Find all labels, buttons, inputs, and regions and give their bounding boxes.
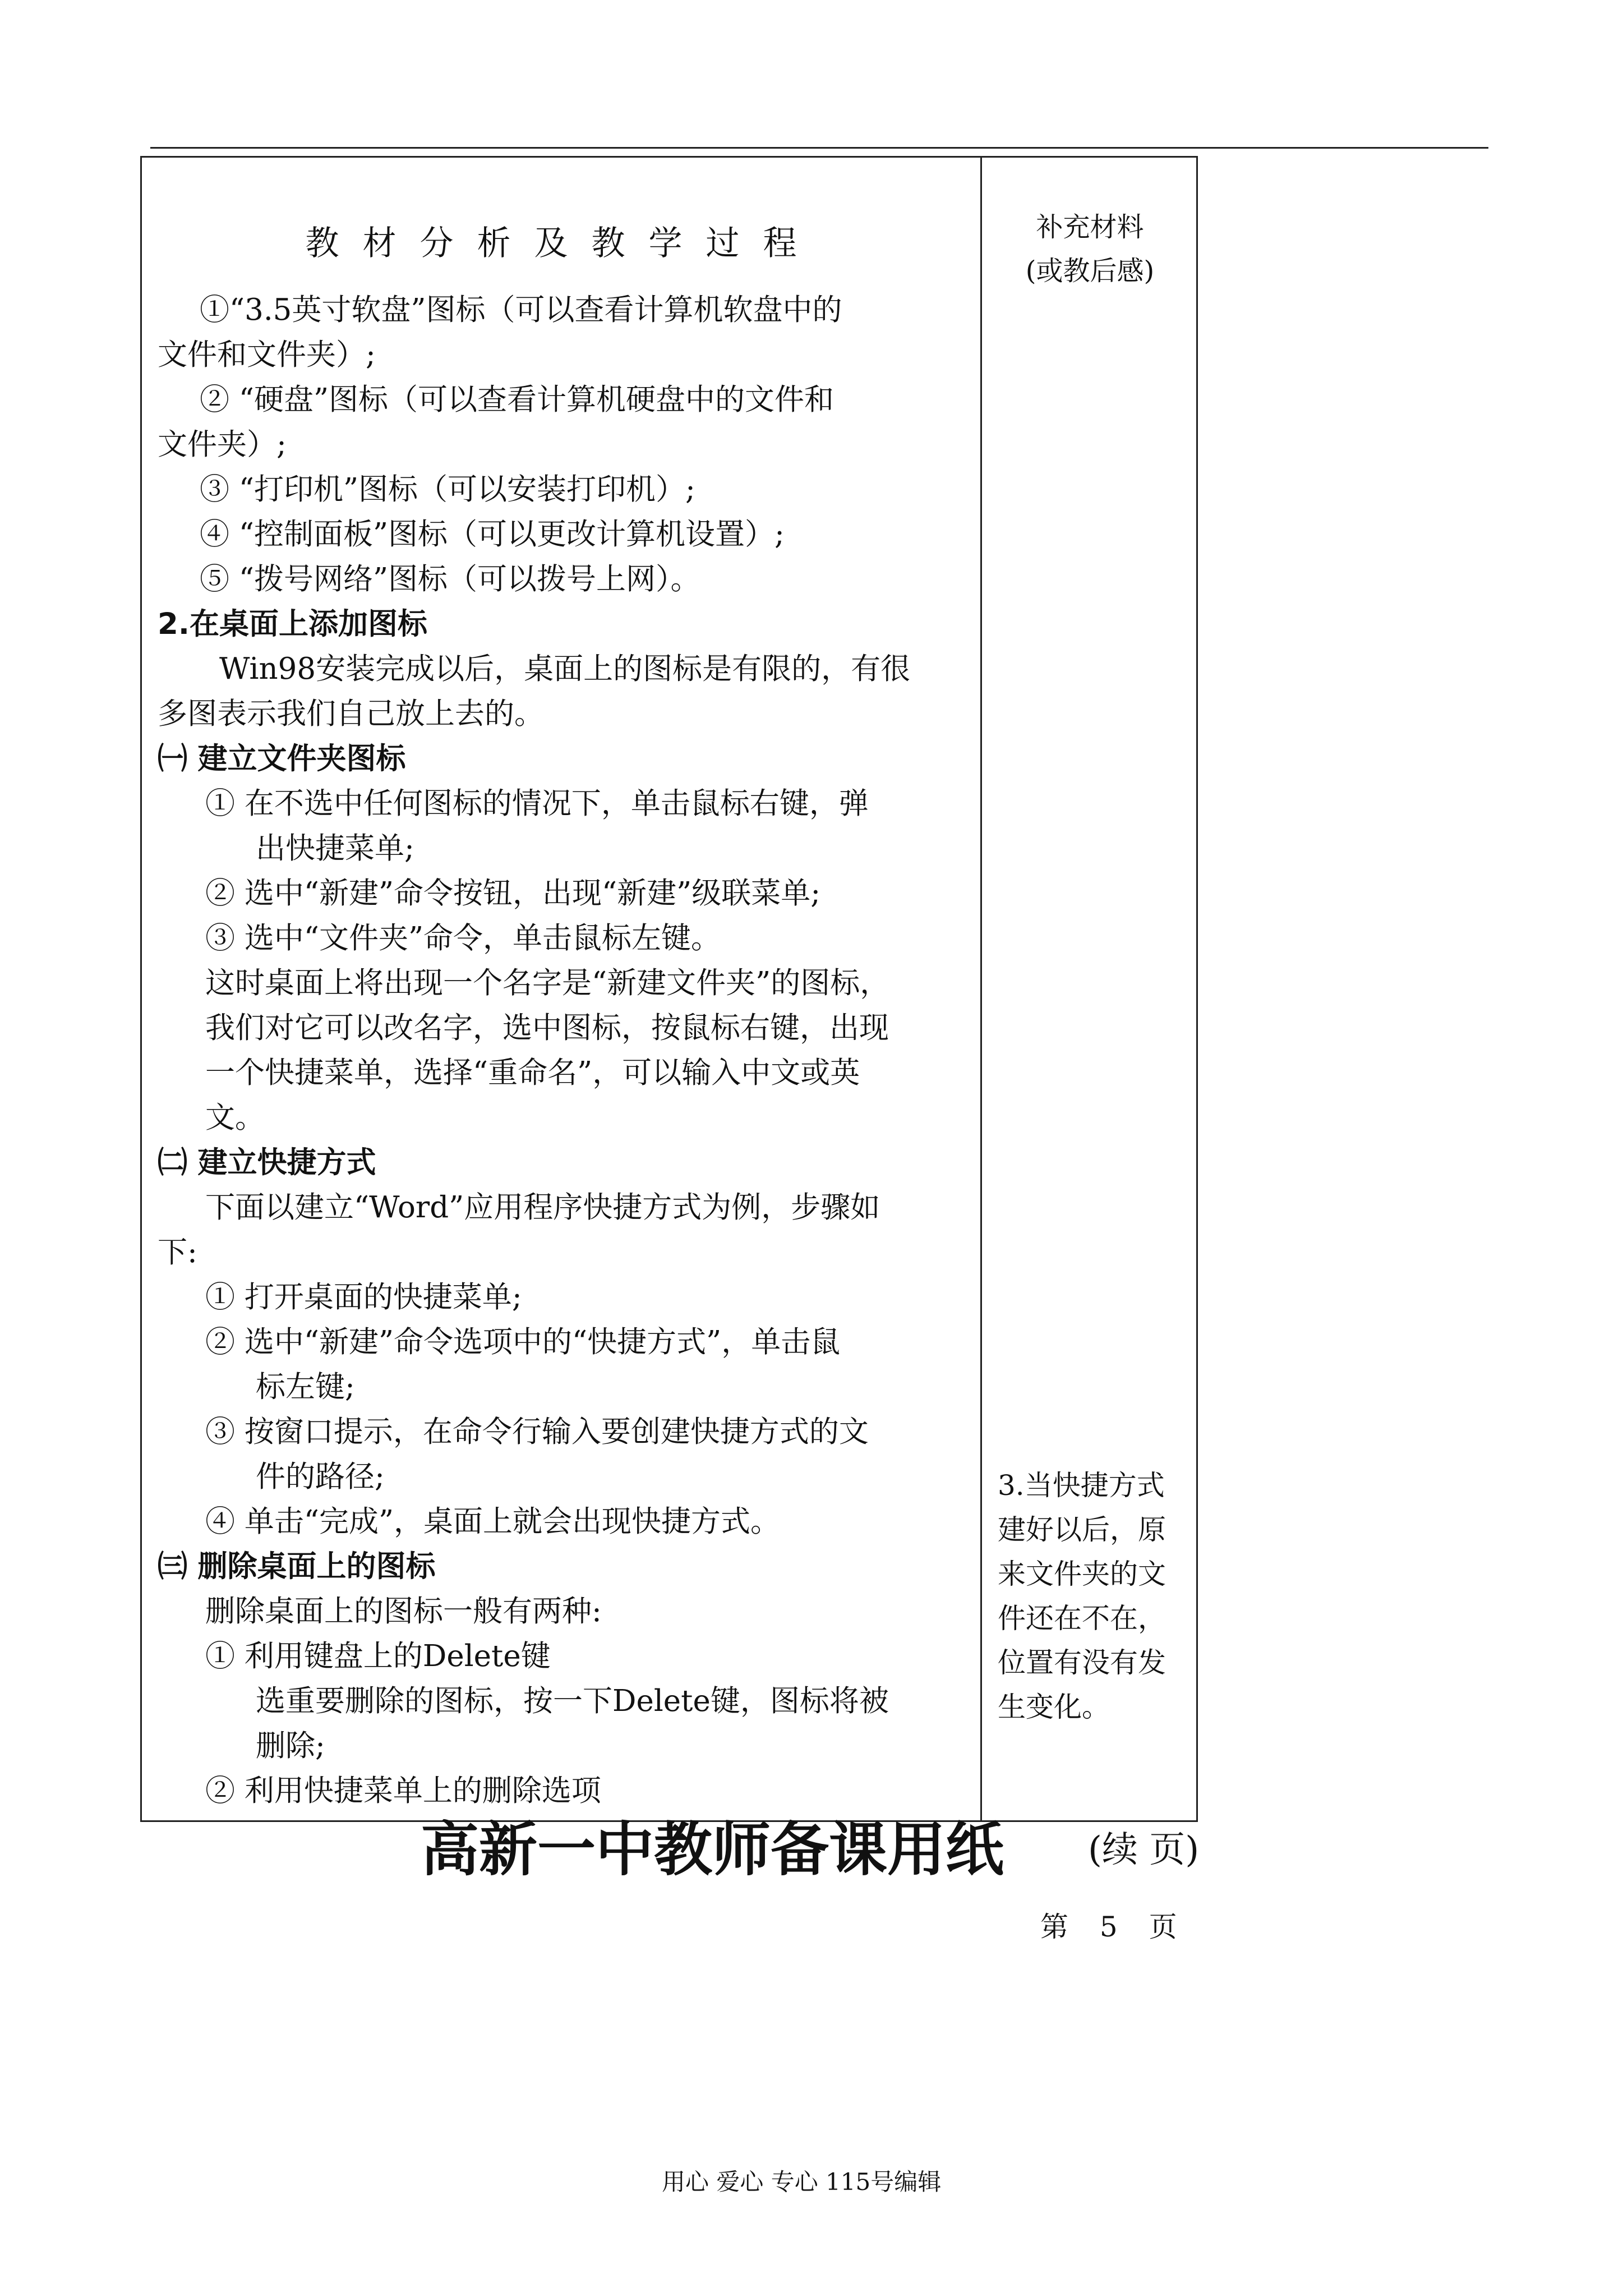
text-line: ② “硬盘”图标（可以查看计算机硬盘中的文件和 [200, 383, 834, 417]
text-line: ①“3.5英寸软盘”图标（可以查看计算机软盘中的 [200, 293, 842, 327]
text-line: 一个快捷菜单，选择“重命名”，可以输入中文或英 [205, 1056, 860, 1090]
text-line: 文。 [205, 1101, 265, 1135]
side-note-line: 件还在不在， [998, 1602, 1166, 1635]
text-line: 删除桌面上的图标一般有两种: [205, 1594, 602, 1628]
text-line: 多图表示我们自己放上去的。 [158, 697, 544, 731]
text-line: 这时桌面上将出现一个名字是“新建文件夹”的图标， [205, 966, 890, 1000]
page-number [1040, 1907, 1177, 1947]
side-heading-note: (或教后感) [1025, 255, 1155, 287]
text-line: 文件夹）; [158, 427, 287, 462]
text-line: Win98安装完成以后，桌面上的图标是有限的，有很 [219, 652, 911, 686]
page-number-prefix: 第 [1040, 1911, 1068, 1943]
text-line: ① 利用键盘上的Delete键 [205, 1639, 551, 1673]
side-note-line: 来文件夹的文 [998, 1558, 1166, 1590]
page-number-suffix: 页 [1149, 1911, 1177, 1943]
text-line: 标左键; [256, 1370, 355, 1404]
main-heading: 教材分析及教学过程 [305, 224, 820, 263]
subsection-heading: ㈢ 删除桌面上的图标 [158, 1549, 436, 1584]
header-rule [150, 147, 1488, 149]
page-number-value: 5 [1099, 1911, 1118, 1943]
text-line: 删除; [256, 1729, 325, 1763]
text-line: ③ 选中“文件夹”命令，单击鼠标左键。 [205, 921, 721, 955]
page-title: 高新一中教师备课用纸 [421, 1815, 1004, 1884]
text-line: ① 打开桌面的快捷菜单; [205, 1280, 522, 1314]
text-line: ② 利用快捷菜单上的删除选项 [205, 1774, 601, 1808]
text-line: 下面以建立“Word”应用程序快捷方式为例，步骤如 [205, 1190, 880, 1225]
text-line: ⑤ “拨号网络”图标（可以拨号上网）。 [200, 562, 700, 596]
text-line: ③ 按窗口提示，在命令行输入要创建快捷方式的文 [205, 1415, 869, 1449]
text-line: ② 选中“新建”命令按钮，出现“新建”级联菜单; [205, 876, 821, 910]
subsection-heading: ㈠ 建立文件夹图标 [158, 742, 406, 776]
text-line: 出快捷菜单; [256, 831, 414, 866]
text-line: ④ “控制面板”图标（可以更改计算机设置）; [200, 517, 785, 551]
text-line: ④ 单击“完成”，桌面上就会出现快捷方式。 [205, 1504, 781, 1539]
text-line: 件的路径; [256, 1460, 385, 1494]
text-line: ② 选中“新建”命令选项中的“快捷方式”，单击鼠 [205, 1325, 841, 1359]
text-line: ③ “打印机”图标（可以安装打印机）; [200, 472, 695, 507]
side-note-line: 位置有没有发 [998, 1646, 1166, 1679]
lesson-table [140, 156, 1198, 1822]
section-heading: 2.在桌面上添加图标 [158, 607, 428, 641]
side-note-line: 建好以后，原 [998, 1513, 1166, 1546]
text-line: ① 在不选中任何图标的情况下，单击鼠标右键，弹 [205, 786, 869, 821]
text-line: 文件和文件夹）; [158, 338, 376, 372]
text-line: 选重要删除的图标，按一下Delete键，图标将被 [256, 1684, 889, 1718]
text-line: 我们对它可以改名字，选中图标，按鼠标右键，出现 [205, 1011, 889, 1045]
side-note-line: 生变化。 [998, 1691, 1110, 1723]
footer-text: 用心 爱心 专心 115号编辑 [662, 2168, 942, 2196]
subsection-heading: ㈡ 建立快捷方式 [158, 1145, 376, 1180]
column-divider [980, 158, 982, 1820]
text-line: 下: [158, 1235, 197, 1269]
side-heading: 补充材料 [1036, 211, 1144, 243]
side-note-line: 3.当快捷方式 [998, 1469, 1165, 1502]
continuation-label: (续 页) [1088, 1829, 1200, 1871]
